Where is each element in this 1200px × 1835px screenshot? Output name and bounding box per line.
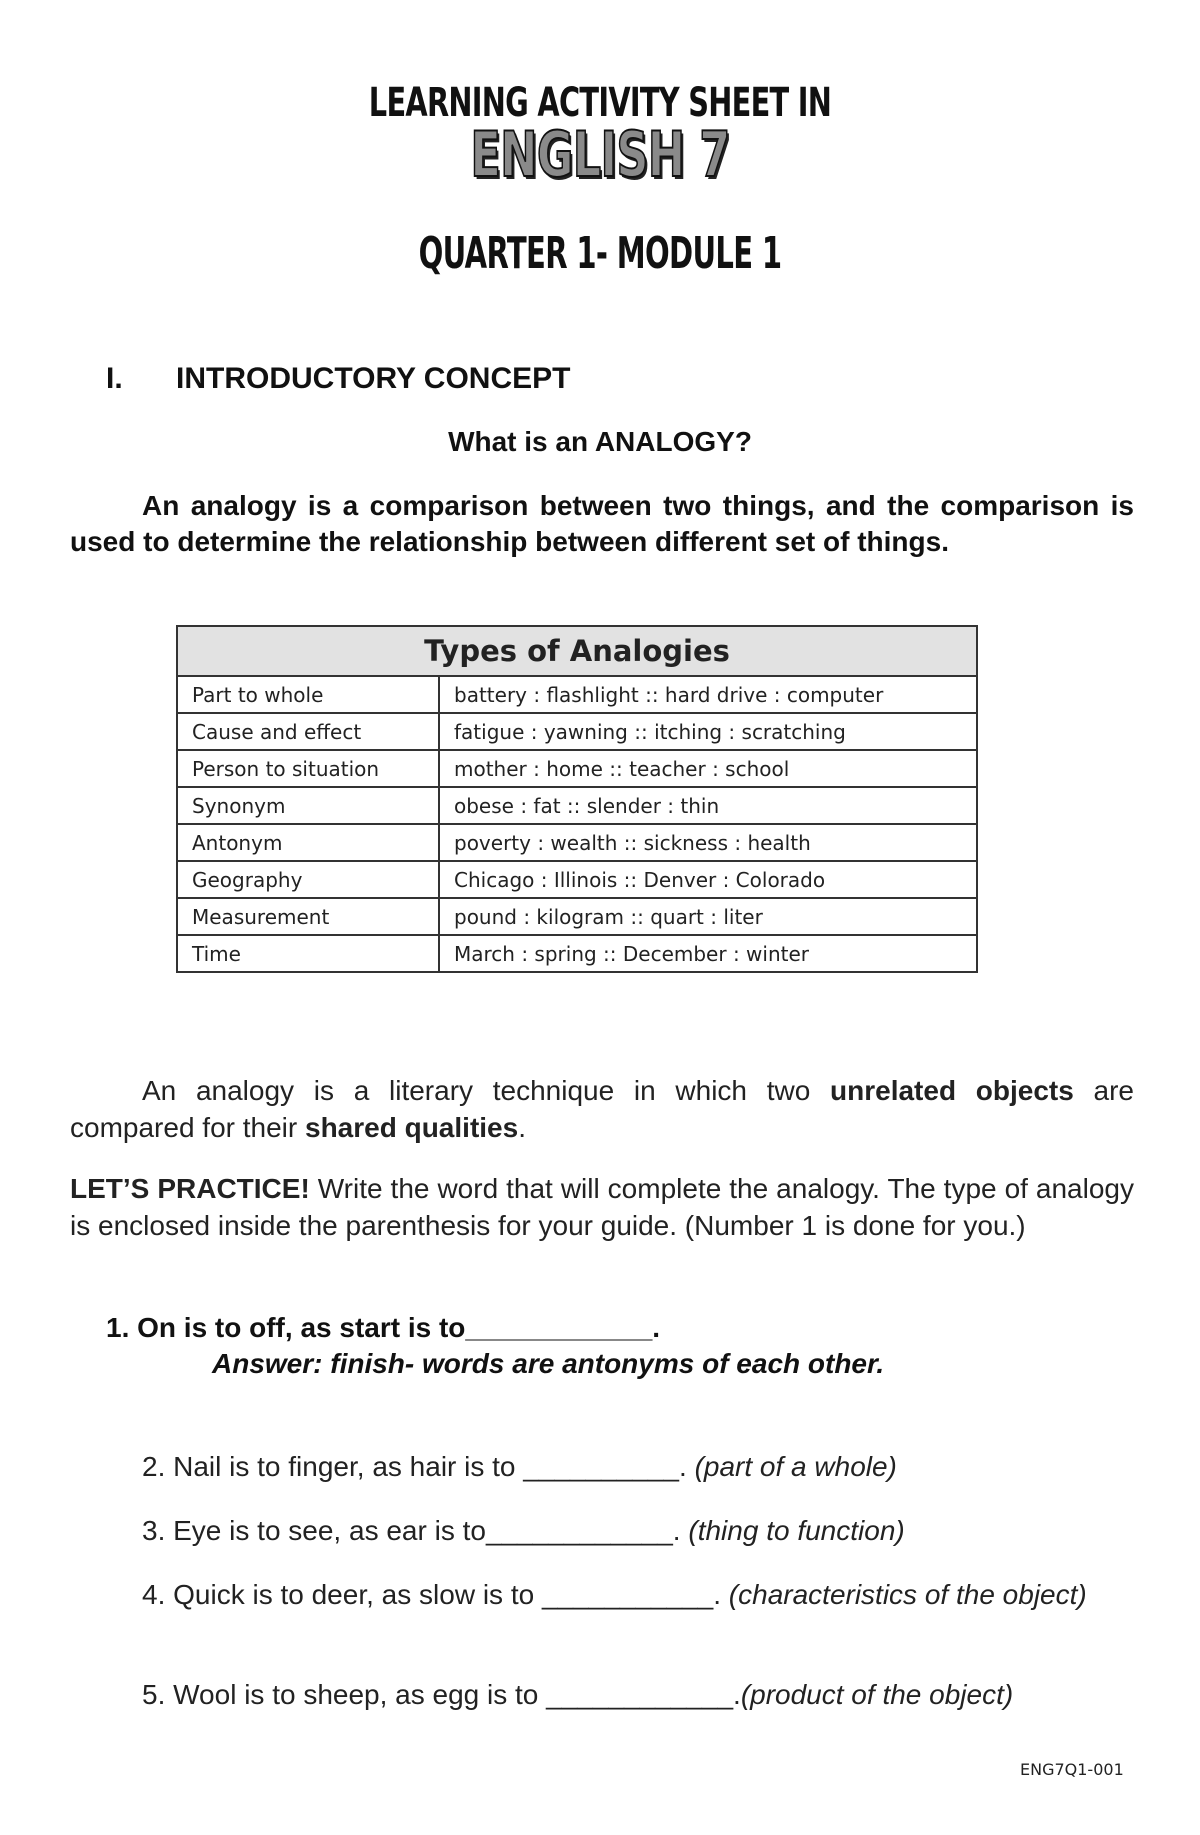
- item-text: 2. Nail is to finger, as hair is to __________.: [142, 1451, 695, 1482]
- section-number: I.: [106, 362, 123, 395]
- section-heading: [106, 362, 570, 396]
- analogy-example: poverty : wealth :: sickness : health: [439, 824, 977, 861]
- practice-instructions: [70, 1170, 1134, 1244]
- item-hint: (product of the object): [740, 1679, 1014, 1710]
- header-title: LEARNING ACTIVITY SHEET IN: [368, 80, 832, 126]
- analogy-example: obese : fat :: slender : thin: [439, 787, 977, 824]
- table-row: [177, 713, 977, 750]
- exercise-item-2: [70, 1448, 1134, 1485]
- analogy-types-table: [176, 625, 978, 973]
- item-text: 4. Quick is to deer, as slow is to ___________.: [142, 1579, 729, 1610]
- analogy-definition: An analogy is a comparison between two things, and the comparison is used to determine the relationship between different set of things.: [70, 490, 1134, 557]
- exercise-item-3: [70, 1512, 1134, 1549]
- practice-label: LET’S PRACTICE!: [70, 1173, 310, 1204]
- item-hint: (thing to function): [688, 1515, 905, 1546]
- practice-text: Write the word that will complete the analogy. The type of analogy is enclosed inside the parenthesis for your guide. (Number 1 is done for you.): [70, 1173, 1134, 1241]
- exercise-answer-1: Answer: finish- words are antonyms of each other.: [212, 1348, 885, 1379]
- technique-paragraph: [70, 1072, 1134, 1146]
- page-code: ENG7Q1-001: [1020, 1760, 1124, 1779]
- technique-emphasis: unrelated objects: [830, 1075, 1074, 1106]
- analogy-example: pound : kilogram :: quart : liter: [439, 898, 977, 935]
- technique-text: .: [518, 1112, 526, 1143]
- header-subject: ENGLISH 7: [470, 118, 730, 191]
- header-quarter: QUARTER 1- MODULE 1: [418, 228, 782, 279]
- analogy-type: Measurement: [177, 898, 439, 935]
- analogy-example: battery : flashlight :: hard drive : computer: [439, 676, 977, 713]
- item-hint: (characteristics of the object): [728, 1579, 1087, 1610]
- table-row: [177, 898, 977, 935]
- analogy-example: Chicago : Illinois :: Denver : Colorado: [439, 861, 977, 898]
- analogy-type: Time: [177, 935, 439, 972]
- exercise-item-1: 1. On is to off, as start is to____________.: [106, 1312, 661, 1343]
- analogy-type: Antonym: [177, 824, 439, 861]
- analogy-type: Part to whole: [177, 676, 439, 713]
- table-row: [177, 861, 977, 898]
- item-text: 5. Wool is to sheep, as egg is to ____________.: [142, 1679, 741, 1710]
- table-title: Types of Analogies: [177, 626, 977, 676]
- item-hint: (part of a whole): [694, 1451, 897, 1482]
- table-row: [177, 787, 977, 824]
- section-title: INTRODUCTORY CONCEPT: [176, 362, 571, 395]
- analogy-example: fatigue : yawning :: itching : scratching: [439, 713, 977, 750]
- table-row: [177, 676, 977, 713]
- exercise-item-4: [70, 1576, 1134, 1613]
- exercise-item-5: [70, 1676, 1134, 1713]
- table-row: [177, 750, 977, 787]
- table-row: [177, 824, 977, 861]
- analogy-type: Geography: [177, 861, 439, 898]
- analogy-question: What is an ANALOGY?: [448, 426, 752, 457]
- analogy-type: Person to situation: [177, 750, 439, 787]
- table-row: [177, 935, 977, 972]
- analogy-type: Synonym: [177, 787, 439, 824]
- item-text: 3. Eye is to see, as ear is to____________.: [142, 1515, 689, 1546]
- technique-emphasis: shared qualities: [305, 1112, 519, 1143]
- analogy-example: March : spring :: December : winter: [439, 935, 977, 972]
- analogy-example: mother : home :: teacher : school: [439, 750, 977, 787]
- technique-text: An analogy is a literary technique in which two: [142, 1075, 831, 1106]
- technique-text: are compared for their: [70, 1075, 1134, 1143]
- analogy-type: Cause and effect: [177, 713, 439, 750]
